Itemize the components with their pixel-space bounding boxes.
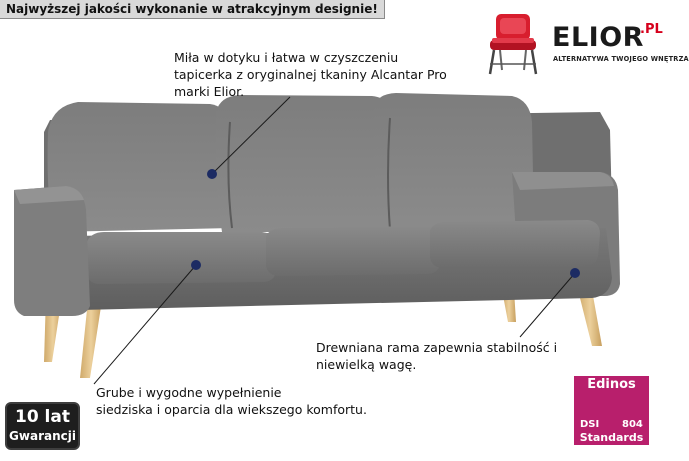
- certificate-label: Standards: [579, 431, 644, 444]
- chair-logo-icon: [490, 14, 536, 74]
- brand-tagline: ALTERNATYWA TWOJEGO WNĘTRZA: [553, 55, 689, 63]
- callout-dot-upholstery: [207, 169, 217, 179]
- certificate-code-right: 804: [622, 419, 643, 430]
- callout-dot-filling: [191, 260, 201, 270]
- leg-front-right: [578, 290, 602, 346]
- annotation-filling: [96, 384, 367, 418]
- certificate-badge: [574, 376, 649, 445]
- certificate-brand: Edinos: [587, 377, 636, 392]
- brand-logo[interactable]: ELIOR: [552, 22, 644, 53]
- annotation-upholstery: [174, 49, 447, 100]
- back-cushion-right: [374, 93, 534, 232]
- annotation-frame: [316, 339, 557, 373]
- warranty-badge: [5, 402, 80, 450]
- brand-logo-tld: .PL: [640, 22, 663, 37]
- promo-banner-text: Najwyższej jakości wykonanie w atrakcyjnym designie!: [6, 2, 378, 16]
- annotation-frame-line-2: niewielką wagę.: [316, 357, 417, 372]
- seat-cushion-right: [430, 220, 600, 268]
- annotation-upholstery-line-2: tapicerka z oryginalnej tkaniny Alcantar Pro: [174, 67, 447, 82]
- back-cushion-center: [216, 95, 392, 232]
- annotation-frame-line-1: Drewniana rama zapewnia stabilność i: [316, 340, 558, 355]
- seat-cushion-left: [86, 232, 278, 284]
- annotation-filling-line-1: Grube i wygodne wypełnienie: [96, 385, 282, 400]
- warranty-label: Gwarancji: [9, 429, 76, 443]
- annotation-upholstery-line-3: marki Elior.: [174, 84, 245, 99]
- annotation-upholstery-line-1: Miła w dotyku i łatwa w czyszczeniu: [174, 50, 399, 65]
- certificate-code-left: DSI: [580, 419, 600, 430]
- warranty-years: 10 lat: [14, 407, 70, 427]
- seat-cushion-center: [266, 226, 442, 276]
- armrest-left: [14, 186, 90, 316]
- annotation-filling-line-2: siedziska i oparcia dla wiekszego komfortu.: [96, 402, 367, 417]
- callout-dot-frame: [570, 268, 580, 278]
